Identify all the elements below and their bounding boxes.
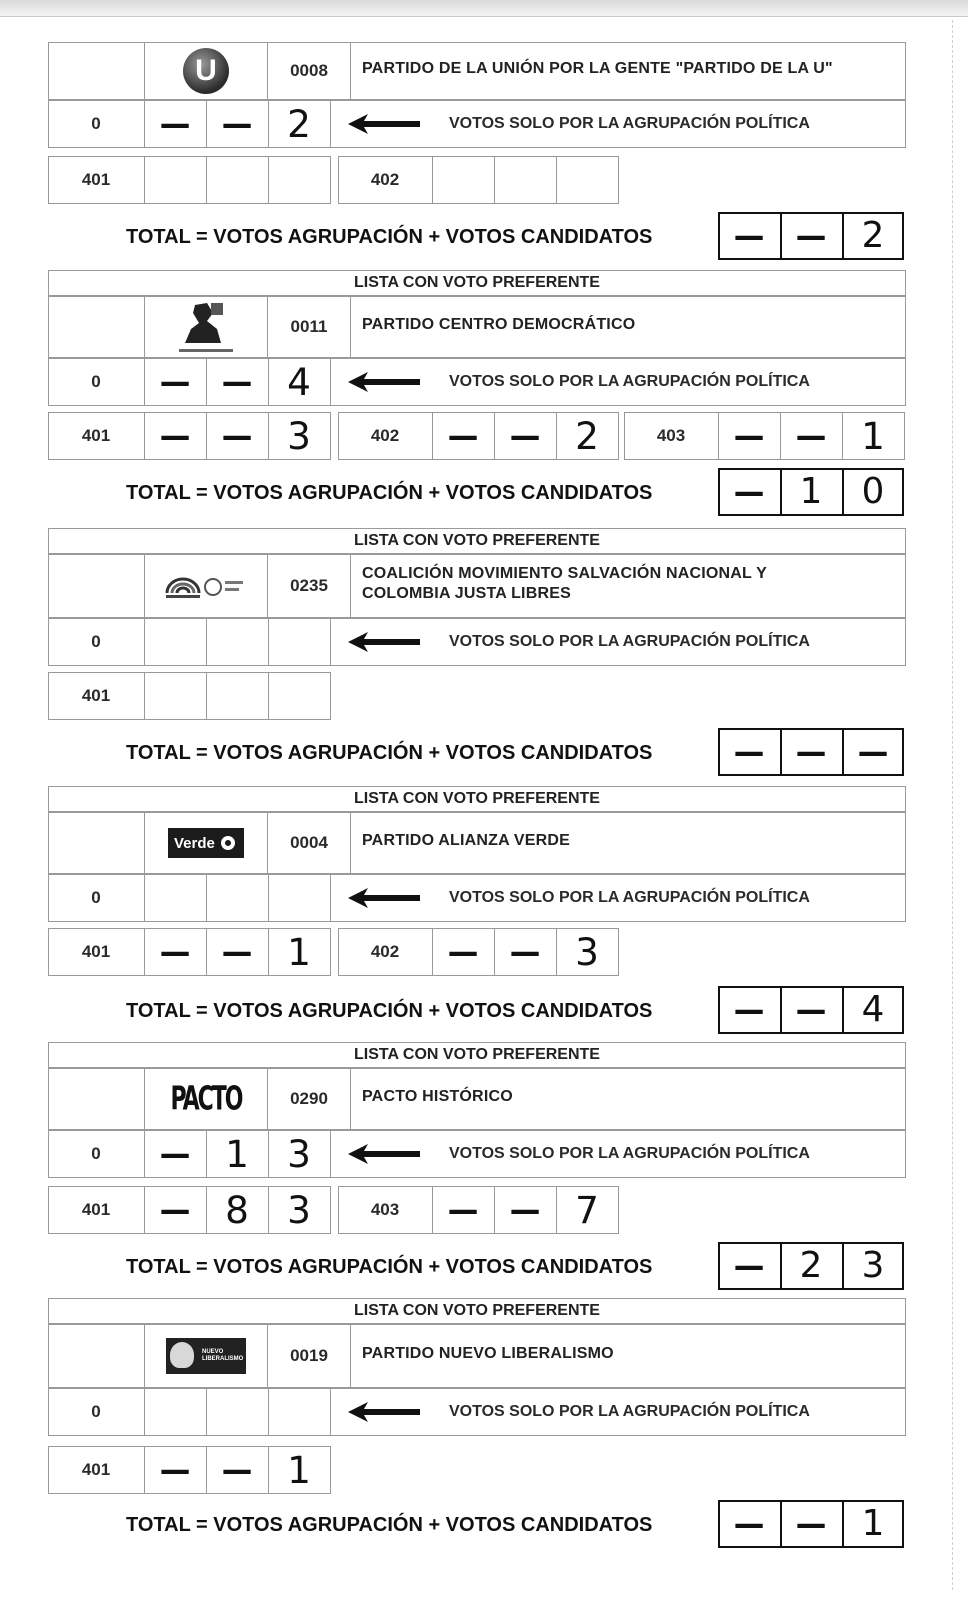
party-name: COLOMBIA JUSTA LIBRES (362, 585, 571, 602)
total-digit: — (795, 990, 827, 1030)
total-digit: 4 (861, 989, 885, 1030)
candidate-vote-digit: 3 (575, 930, 599, 974)
candidate-code: 401 (81, 942, 111, 961)
total-label: TOTAL = VOTOS AGRUPACIÓN + VOTOS CANDIDATOS (126, 226, 653, 248)
party-row-blank-cell (48, 1068, 145, 1130)
party-name: PARTIDO NUEVO LIBERALISMO (362, 1345, 614, 1362)
lista-header-label: LISTA CON VOTO PREFERENTE (354, 790, 600, 807)
total-digit: — (733, 1246, 765, 1286)
candidate-vote-digit (144, 158, 206, 202)
portrait-icon (170, 1342, 194, 1368)
candidate-vote-digit (144, 674, 206, 718)
total-digit: — (857, 732, 889, 772)
lista-header-label: LISTA CON VOTO PREFERENTE (354, 532, 600, 549)
party-votes-row-code: 0 (91, 1144, 101, 1163)
party-code: 0290 (290, 1089, 328, 1108)
candidate-vote-digit (494, 158, 556, 202)
salvacion-nacional-colombia-justa-libres-logo (163, 571, 249, 601)
party-votes-row-code: 0 (91, 1402, 101, 1421)
party-votes-digit (144, 620, 206, 664)
candidate-vote-digit: 8 (225, 1188, 249, 1232)
party-votes-digit: — (221, 104, 253, 144)
party-row-blank-cell (48, 554, 145, 618)
party-name: PARTIDO CENTRO DEMOCRÁTICO (362, 316, 636, 333)
party-votes-digit: 3 (287, 1132, 311, 1176)
total-label: TOTAL = VOTOS AGRUPACIÓN + VOTOS CANDIDATOS (126, 1000, 653, 1022)
left-arrow-icon (348, 372, 420, 392)
total-label: TOTAL = VOTOS AGRUPACIÓN + VOTOS CANDIDATOS (126, 482, 653, 504)
total-digit: — (733, 732, 765, 772)
party-votes-digit: 2 (287, 102, 311, 146)
party-votes-digit (144, 876, 206, 920)
party-row-blank-cell (48, 1324, 145, 1388)
party-votes-digit (268, 620, 330, 664)
party-code: 0004 (290, 833, 328, 852)
candidate-vote-digit: — (795, 416, 827, 456)
candidate-vote-digit: — (159, 416, 191, 456)
party-code: 0235 (290, 576, 328, 595)
candidate-code: 403 (370, 1200, 400, 1219)
total-digit: 2 (861, 215, 885, 256)
votos-solo-label: VOTOS SOLO POR LA AGRUPACIÓN POLÍTICA (449, 373, 810, 390)
total-digit: 0 (861, 471, 885, 512)
total-digit: 2 (799, 1245, 823, 1286)
candidate-code: 401 (81, 170, 111, 189)
total-box-divider (780, 728, 782, 776)
party-votes-digit: 4 (287, 360, 311, 404)
total-digit: — (733, 1504, 765, 1544)
candidate-vote-digit: — (159, 932, 191, 972)
votos-solo-label: VOTOS SOLO POR LA AGRUPACIÓN POLÍTICA (449, 1403, 810, 1420)
candidate-vote-digit (206, 158, 268, 202)
candidate-vote-digit (556, 158, 618, 202)
alianza-verde-circle-icon (221, 836, 235, 850)
candidate-vote-digit: — (509, 932, 541, 972)
total-box-divider (780, 1500, 782, 1548)
nuevo-liberalismo-logo-text: NUEVO LIBERALISMO (202, 1349, 244, 1362)
candidate-vote-digit: 7 (575, 1188, 599, 1232)
lista-header-label: LISTA CON VOTO PREFERENTE (354, 274, 600, 291)
party-votes-digit: — (159, 104, 191, 144)
alianza-verde-logo-text: Verde (174, 834, 215, 852)
candidate-vote-digit: 1 (861, 414, 885, 458)
party-votes-row-code: 0 (91, 632, 101, 651)
candidate-vote-digit: 3 (287, 414, 311, 458)
candidate-vote-digit (206, 674, 268, 718)
alianza-verde-logo (168, 828, 244, 858)
total-digit: 1 (799, 471, 823, 512)
party-code: 0008 (290, 61, 328, 80)
candidate-vote-digit (268, 158, 330, 202)
candidate-code: 403 (656, 426, 686, 445)
party-votes-digit (206, 1390, 268, 1434)
votos-solo-label: VOTOS SOLO POR LA AGRUPACIÓN POLÍTICA (449, 889, 810, 906)
left-arrow-icon (348, 1144, 420, 1164)
candidate-vote-digit: — (509, 416, 541, 456)
party-votes-digit: — (221, 362, 253, 402)
party-votes-digit (206, 876, 268, 920)
party-votes-digit: — (159, 1134, 191, 1174)
candidate-vote-digit: — (447, 1190, 479, 1230)
party-votes-digit (268, 1390, 330, 1434)
candidate-vote-digit: — (447, 932, 479, 972)
candidate-code: 401 (81, 1460, 111, 1479)
party-votes-row-code: 0 (91, 372, 101, 391)
party-code: 0011 (290, 317, 328, 336)
candidate-code: 402 (370, 942, 400, 961)
candidate-vote-digit (268, 674, 330, 718)
candidate-vote-digit: 2 (575, 414, 599, 458)
centro-democratico-logo (177, 299, 235, 355)
total-digit: — (733, 472, 765, 512)
pacto-historico-logo: PACTO (170, 1080, 242, 1118)
candidate-vote-digit: — (509, 1190, 541, 1230)
votos-solo-label: VOTOS SOLO POR LA AGRUPACIÓN POLÍTICA (449, 115, 810, 132)
candidate-code: 402 (370, 170, 400, 189)
total-box-divider (780, 212, 782, 260)
party-name: COALICIÓN MOVIMIENTO SALVACIÓN NACIONAL Y (362, 565, 767, 582)
lista-header-label: LISTA CON VOTO PREFERENTE (354, 1046, 600, 1063)
party-row-blank-cell (48, 812, 145, 874)
votos-solo-label: VOTOS SOLO POR LA AGRUPACIÓN POLÍTICA (449, 633, 810, 650)
party-votes-row-code: 0 (91, 114, 101, 133)
party-name: PARTIDO DE LA UNIÓN POR LA GENTE "PARTIDO DE LA U" (362, 60, 833, 77)
total-digit: — (733, 990, 765, 1030)
total-digit: 3 (861, 1245, 885, 1286)
party-votes-digit (268, 876, 330, 920)
candidate-code: 401 (81, 1200, 111, 1219)
party-votes-digit: 1 (225, 1132, 249, 1176)
left-arrow-icon (348, 1402, 420, 1422)
candidate-vote-digit (432, 158, 494, 202)
party-name: PARTIDO ALIANZA VERDE (362, 832, 571, 849)
total-box-divider (780, 986, 782, 1034)
total-digit: — (733, 216, 765, 256)
candidate-vote-digit: — (221, 932, 253, 972)
total-digit: 1 (861, 1503, 885, 1544)
total-box-divider (842, 728, 844, 776)
total-label: TOTAL = VOTOS AGRUPACIÓN + VOTOS CANDIDATOS (126, 742, 653, 764)
candidate-code: 402 (370, 426, 400, 445)
total-digit: — (795, 732, 827, 772)
party-votes-digit (206, 620, 268, 664)
party-votes-row-code: 0 (91, 888, 101, 907)
candidate-vote-digit: 1 (287, 930, 311, 974)
party-votes-digit (144, 1390, 206, 1434)
left-arrow-icon (348, 114, 420, 134)
candidate-vote-digit: — (221, 416, 253, 456)
partido-de-la-u-logo: U (183, 48, 229, 94)
total-digit: — (795, 216, 827, 256)
candidate-vote-digit: — (447, 416, 479, 456)
candidate-vote-digit: — (733, 416, 765, 456)
party-votes-digit: — (159, 362, 191, 402)
total-label: TOTAL = VOTOS AGRUPACIÓN + VOTOS CANDIDATOS (126, 1514, 653, 1536)
total-label: TOTAL = VOTOS AGRUPACIÓN + VOTOS CANDIDATOS (126, 1256, 653, 1278)
candidate-vote-digit: — (221, 1450, 253, 1490)
candidate-vote-digit: 3 (287, 1188, 311, 1232)
party-row-blank-cell (48, 42, 145, 100)
candidate-vote-digit: — (159, 1450, 191, 1490)
left-arrow-icon (348, 888, 420, 908)
candidate-vote-digit: — (159, 1190, 191, 1230)
candidate-vote-digit: 1 (287, 1448, 311, 1492)
candidate-code: 401 (81, 686, 111, 705)
party-name: PACTO HISTÓRICO (362, 1088, 513, 1105)
nuevo-liberalismo-logo (166, 1338, 246, 1374)
party-row-blank-cell (48, 296, 145, 358)
left-arrow-icon (348, 632, 420, 652)
lista-header-label: LISTA CON VOTO PREFERENTE (354, 1302, 600, 1319)
candidate-code: 401 (81, 426, 111, 445)
party-code: 0019 (290, 1346, 328, 1365)
total-digit: — (795, 1504, 827, 1544)
votos-solo-label: VOTOS SOLO POR LA AGRUPACIÓN POLÍTICA (449, 1145, 810, 1162)
